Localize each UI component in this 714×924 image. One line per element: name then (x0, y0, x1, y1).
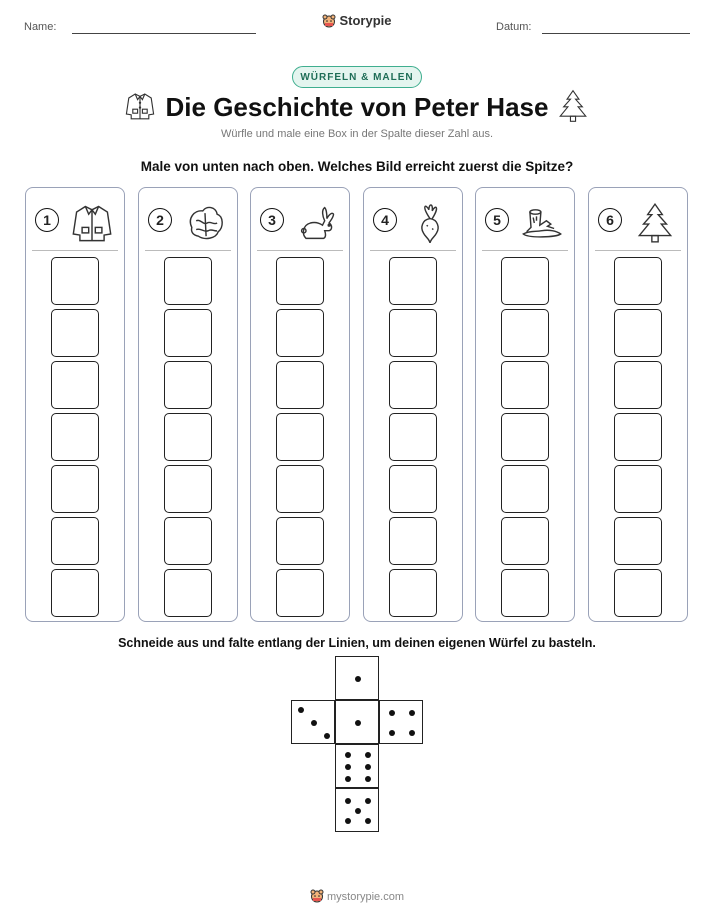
color-box[interactable] (389, 309, 437, 357)
pip (365, 818, 371, 824)
pip (389, 710, 395, 716)
date-label: Datum: (496, 21, 532, 33)
fir-tree-icon (632, 201, 678, 245)
color-box[interactable] (276, 465, 324, 513)
color-box[interactable] (164, 413, 212, 461)
fir-tree-icon (556, 88, 590, 124)
die-face-6 (335, 744, 379, 788)
column-number: 6 (598, 208, 622, 232)
name-label: Name: (24, 21, 57, 33)
color-box[interactable] (276, 569, 324, 617)
color-box[interactable] (51, 465, 99, 513)
color-box[interactable] (389, 413, 437, 461)
die-face-1 (335, 656, 379, 700)
color-box[interactable] (51, 309, 99, 357)
column-number: 5 (485, 208, 509, 232)
color-box[interactable] (389, 569, 437, 617)
color-box[interactable] (501, 517, 549, 565)
lettuce-icon (182, 201, 228, 245)
divider (145, 250, 231, 251)
column-number: 4 (373, 208, 397, 232)
subtitle: Würfle und male eine Box in der Spalte dieser Zahl aus. (220, 128, 494, 140)
color-box[interactable] (614, 517, 662, 565)
color-box[interactable] (389, 257, 437, 305)
page-title: Die Geschichte von Peter Hase (165, 92, 549, 122)
pip (389, 730, 395, 736)
name-line[interactable] (72, 33, 256, 34)
pip (365, 798, 371, 804)
pip (355, 808, 361, 814)
pip (345, 752, 351, 758)
color-box[interactable] (389, 361, 437, 409)
color-box[interactable] (389, 517, 437, 565)
color-box[interactable] (276, 309, 324, 357)
pip (345, 818, 351, 824)
color-box[interactable] (614, 413, 662, 461)
pip (345, 798, 351, 804)
divider (257, 250, 343, 251)
jacket-icon (69, 201, 115, 245)
pip (324, 733, 330, 739)
pip (355, 720, 361, 726)
rabbit-icon (294, 201, 340, 245)
date-line[interactable] (542, 33, 690, 34)
color-box[interactable] (614, 465, 662, 513)
color-box[interactable] (276, 413, 324, 461)
color-box[interactable] (51, 569, 99, 617)
color-box[interactable] (501, 465, 549, 513)
color-box[interactable] (389, 465, 437, 513)
tree-stump-icon (519, 201, 565, 245)
color-box[interactable] (501, 361, 549, 409)
divider (370, 250, 456, 251)
color-box[interactable] (51, 413, 99, 461)
column-number: 3 (260, 208, 284, 232)
column-3 (250, 187, 350, 622)
color-box[interactable] (51, 257, 99, 305)
column-4 (363, 187, 463, 622)
die-face-4 (379, 700, 423, 744)
pip (365, 764, 371, 770)
color-box[interactable] (276, 517, 324, 565)
color-box[interactable] (164, 257, 212, 305)
footer-url: mystorypie.com (326, 891, 405, 903)
pip (298, 707, 304, 713)
color-box[interactable] (164, 465, 212, 513)
brand (0, 13, 714, 31)
color-box[interactable] (164, 517, 212, 565)
cut-instruction: Schneide aus und falte entlang der Linien, um deinen eigenen Würfel zu basteln. (118, 636, 596, 650)
die-face-3 (291, 700, 335, 744)
color-box[interactable] (501, 569, 549, 617)
color-box[interactable] (276, 361, 324, 409)
instruction: Male von unten nach oben. Welches Bild erreicht zuerst die Spitze? (140, 159, 574, 174)
column-2 (138, 187, 238, 622)
color-box[interactable] (164, 309, 212, 357)
divider (32, 250, 118, 251)
pip (345, 776, 351, 782)
radish-icon (407, 201, 453, 245)
divider (595, 250, 681, 251)
pip (365, 776, 371, 782)
color-box[interactable] (614, 257, 662, 305)
pip (345, 764, 351, 770)
column-number: 2 (148, 208, 172, 232)
color-box[interactable] (614, 569, 662, 617)
pip (311, 720, 317, 726)
die-face-1 (335, 700, 379, 744)
color-box[interactable] (164, 569, 212, 617)
column-1 (25, 187, 125, 622)
color-box[interactable] (276, 257, 324, 305)
color-box[interactable] (614, 361, 662, 409)
column-number: 1 (35, 208, 59, 232)
color-box[interactable] (51, 361, 99, 409)
pip (365, 752, 371, 758)
color-box[interactable] (501, 413, 549, 461)
pip (409, 730, 415, 736)
pip (409, 710, 415, 716)
brand-name: Storypie (339, 13, 392, 28)
color-box[interactable] (164, 361, 212, 409)
column-5 (475, 187, 575, 622)
activity-badge: WÜRFELN & MALEN (292, 66, 422, 88)
storypie-logo-icon (322, 14, 336, 31)
die-face-5 (335, 788, 379, 832)
footer (0, 889, 714, 906)
pip (355, 676, 361, 682)
column-6 (588, 187, 688, 622)
divider (482, 250, 568, 251)
color-box[interactable] (51, 517, 99, 565)
storypie-logo-icon (310, 889, 324, 906)
color-box[interactable] (501, 309, 549, 357)
color-box[interactable] (501, 257, 549, 305)
color-box[interactable] (614, 309, 662, 357)
